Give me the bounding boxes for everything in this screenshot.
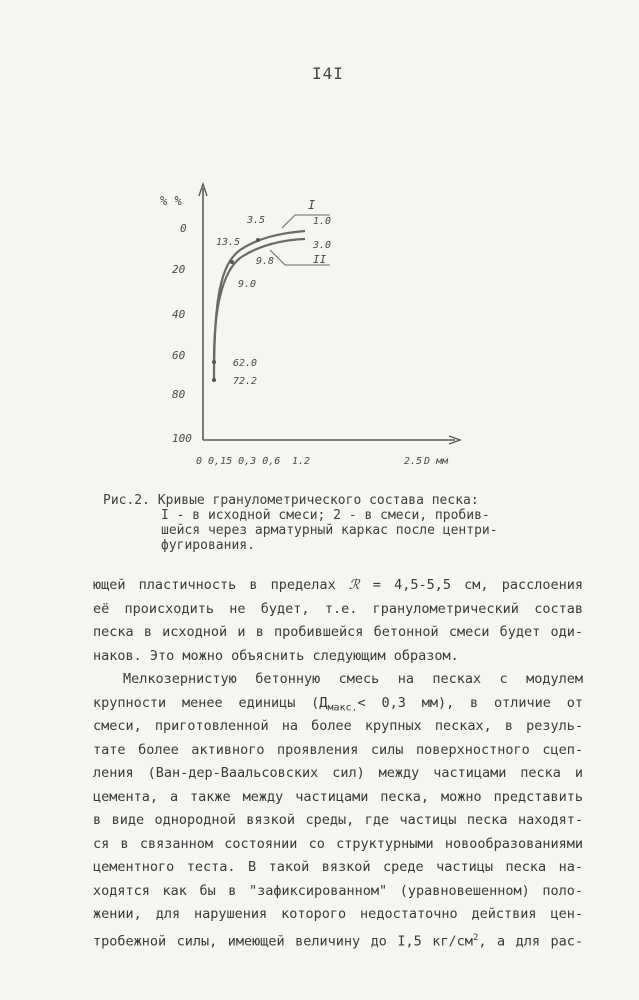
series-point: [256, 238, 260, 242]
body-line: песка в исходной и в пробившейся бетонной смеси будет оди-: [93, 624, 583, 640]
point-label: 9.0: [238, 279, 257, 290]
y-tick-label: 60: [172, 349, 186, 362]
point-label: 1.0: [313, 216, 332, 227]
series-point: [230, 260, 234, 264]
series-label-2: II: [313, 253, 327, 266]
body-line: тате более активного проявления силы поверхностного сцеп-: [93, 741, 583, 758]
body-line: её происходить не будет, т.е. гранулометрический состав: [93, 600, 583, 617]
point-label: 13.5: [216, 237, 241, 248]
body-line: тробежной силы, имеющей величину до I,5 $кг/см^2$, а для рас-: [93, 932, 583, 949]
body-line: ся в связанном состоянии со структурными новообразованиями: [93, 835, 583, 852]
x-axis-label: D мм: [424, 456, 449, 467]
body-line: ходятся как бы в "зафиксированном" (уравновешенном) поло-: [93, 882, 583, 899]
y-axis-label: % %: [160, 194, 182, 208]
body-line: крупности менее единицы ($Д_{макс.}< 0,3$ мм), в отличие от: [93, 694, 583, 714]
body-line: жении, для нарушения которого недостаточно действия цен-: [93, 906, 583, 922]
point-label: 3.0: [313, 240, 332, 251]
body-line: ления (Ван-дер-Ваальсовских сил) между частицами песка и: [93, 765, 583, 781]
point-label: 3.5: [247, 215, 266, 226]
point-label: 9.8: [256, 256, 275, 267]
point-label: 72.2: [233, 376, 258, 387]
x-tick-label: 1.2: [292, 456, 311, 467]
caption-line: фугирования.: [161, 538, 255, 553]
caption-line: шейся через арматурный каркас после центри-: [161, 523, 498, 538]
series-point: [212, 378, 216, 382]
body-line: наков. Это можно объяснить следующим образом.: [93, 647, 459, 664]
x-tick-label: 2.5: [404, 456, 423, 467]
granulometry-chart: [0, 0, 639, 480]
y-tick-label: 20: [172, 263, 186, 276]
series-line-1: [214, 231, 305, 380]
caption-line: Рис.2. Кривые гранулометрического состава песка:: [103, 493, 479, 508]
y-tick-label: 40: [172, 308, 186, 321]
page-number: I4I: [312, 64, 344, 83]
body-line: Мелкозернистую бетонную смесь на песках с модулем: [123, 671, 583, 687]
body-line: ющей пластичность в пределах ℛ = 4,5-5,5 см, расслоения: [93, 577, 583, 593]
body-text: [93, 574, 583, 950]
body-line: цемента, а также между частицами песка, можно представить: [93, 788, 583, 805]
body-line: цементного теста. В такой вязкой среде частицы песка на-: [93, 859, 583, 875]
point-label: 62.0: [233, 358, 258, 369]
y-tick-label: 100: [172, 432, 192, 445]
body-line: в виде однородной вязкой среды, где частицы песка находят-: [93, 812, 583, 828]
figure-caption: [103, 493, 543, 553]
x-tick-label: 0 0,15 0,3 0,6: [196, 456, 281, 467]
body-line: смеси, приготовленной на более крупных песках, в резуль-: [93, 718, 583, 734]
y-tick-label: 80: [172, 388, 186, 401]
caption-line: I - в исходной смеси; 2 - в смеси, пробив-: [161, 508, 490, 523]
y-tick-label: 0: [180, 222, 187, 235]
series-point: [212, 360, 216, 364]
series-label-1: I: [308, 198, 316, 212]
